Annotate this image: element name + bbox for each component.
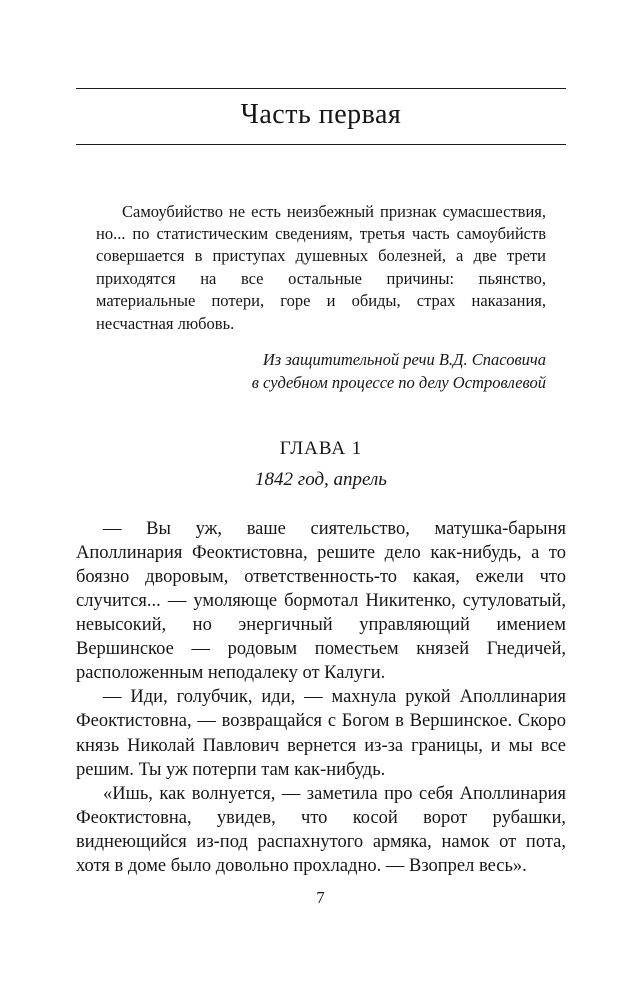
epigraph-text: Самоубийство не есть неизбежный признак сумасшествия, но... по статистическим сведениям, третья часть самоубийств совершается в приступах душевных болезней, а две трети приходятся на все остальные причины: пьянство, материальные потери, горе и обиды, страх наказания, несчастная любовь. — [96, 201, 546, 333]
body-paragraph: «Ишь, как волнуется, — заметила про себя Аполлинария Феоктистовна, увидев, что косой ворот рубашки, виднеющийся из-под распахнутого армяка, намок от пота, хотя в доме было довольно прохладно. — Взопрел весь». — [76, 783, 566, 876]
part-title: Часть первая — [240, 99, 402, 130]
epigraph — [96, 201, 546, 395]
body-paragraph: — Вы уж, ваше сиятельство, матушка-барыня Аполлинария Феоктистовна, решите дело как-нибудь, а то боязно дворовым, ответственность-то какая, ежели что случится... — умоляюще бормотал Никитенко, сутуловатый, невысокий, но энергичный управляющий имением Вершинское — родовым поместьем князей Гнедичей, расположенным неподалеку от Калуги. — [76, 519, 566, 684]
body-text — [76, 517, 566, 878]
page-number: 7 — [316, 888, 325, 907]
chapter-subtitle: 1842 год, апрель — [255, 469, 387, 491]
epigraph-attribution — [96, 349, 546, 394]
part-title-rule-bottom — [76, 144, 566, 145]
chapter-title: ГЛАВА 1 — [279, 438, 363, 460]
body-paragraph: — Иди, голубчик, иди, — махнула рукой Аполлинария Феоктистовна, — возвращайся с Богом в Вершинское. Скоро князь Николай Павлович вернется из-за границы, и мы все решим. Ты уж потерпи там как-нибудь. — [76, 687, 566, 780]
epigraph-attribution-line1: Из защитительной речи В.Д. Спасовича — [262, 350, 546, 370]
epigraph-attribution-line2: в судебном процессе по делу Островлевой — [251, 372, 546, 392]
page-content — [76, 0, 566, 878]
